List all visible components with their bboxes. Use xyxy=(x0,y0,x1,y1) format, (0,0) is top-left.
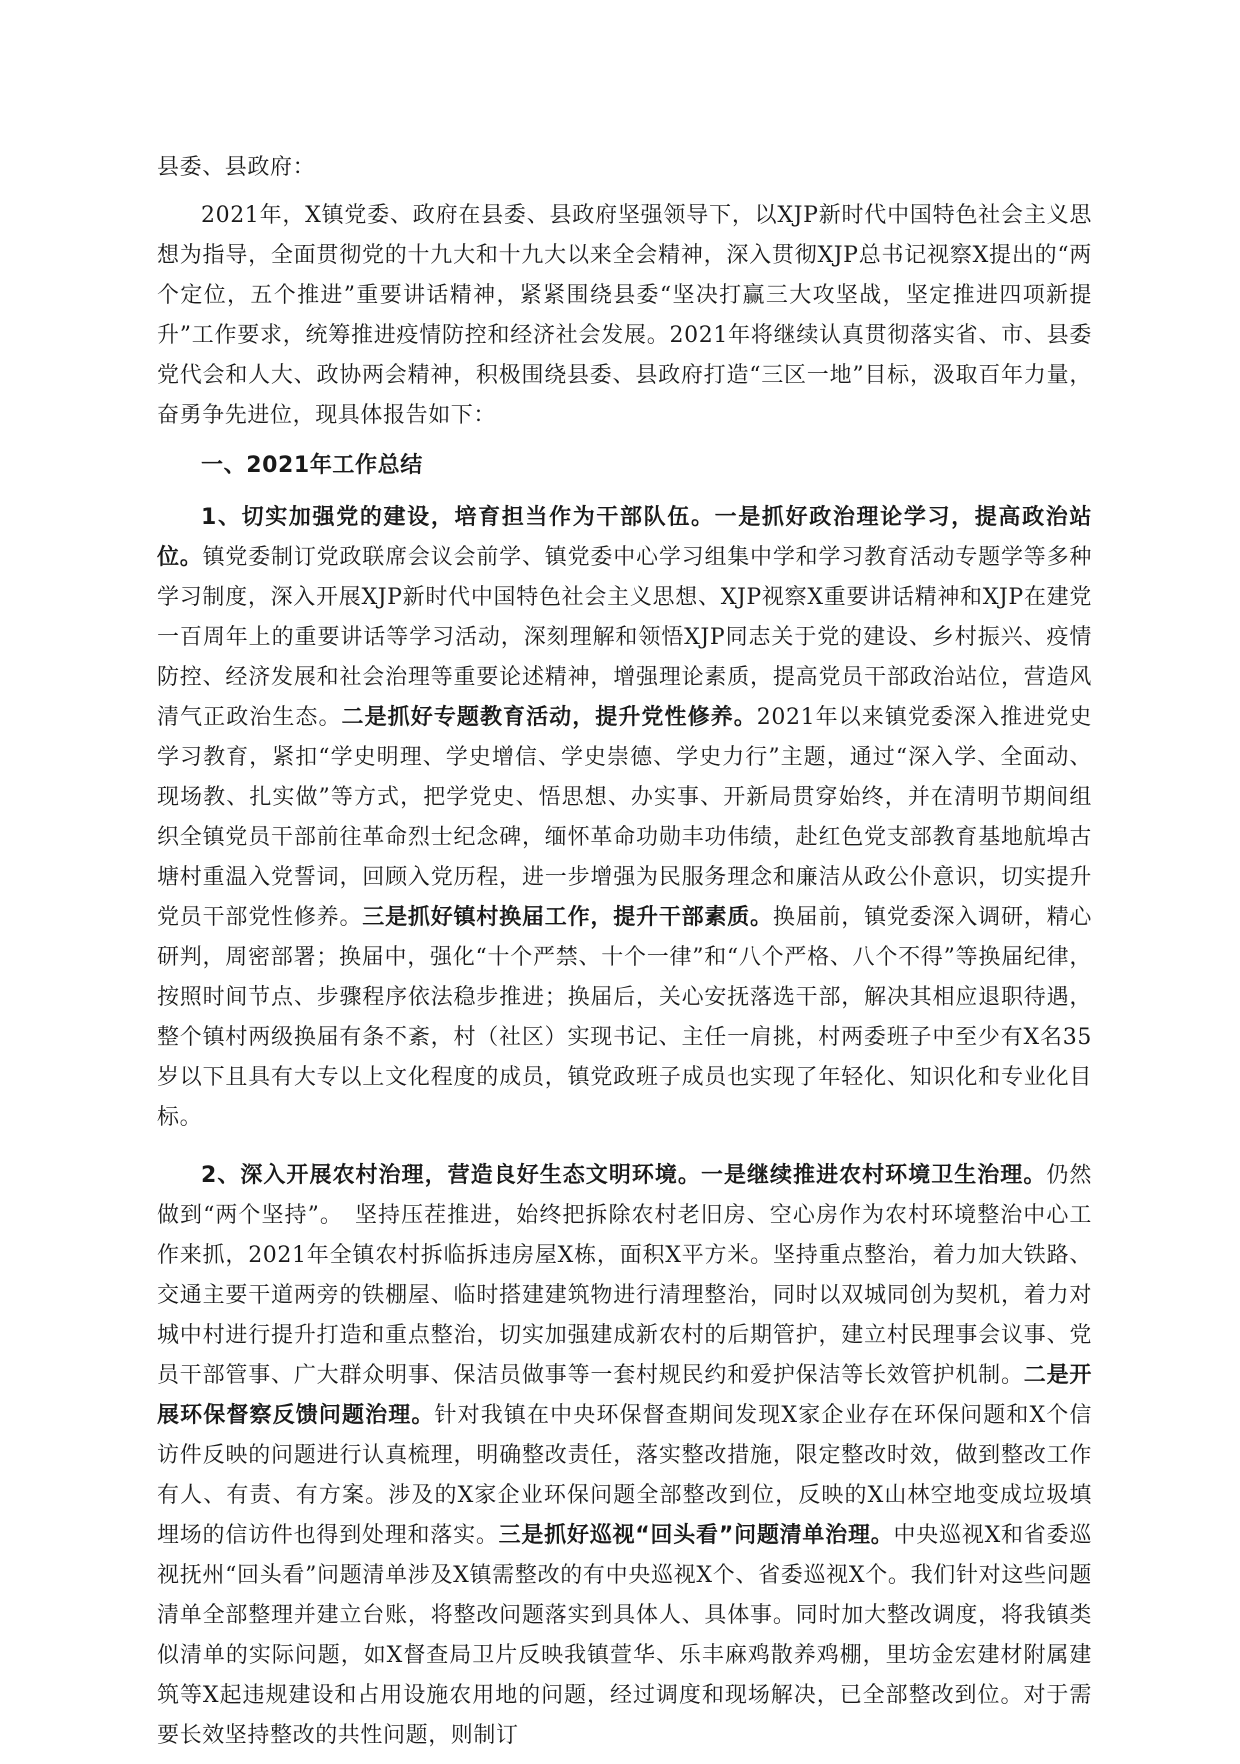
political-study-text: 镇党委制订党政联席会议会前学、镇党委中心学习组集中学和学习教育活动专题学等多种学习制度，深入开展XJP新时代中国特色社会主义思想、XJP视察X重要讲话精神和XJP在建党一百周年上的重要讲话等学习活动，深刻理解和领悟XJP同志关于党的建设、乡村振兴、疫情防控、经济发展和社会治理等重要论述精神，增强理论素质，提高党员干部政治站位，营造风清气正政治生态。 xyxy=(157,545,1092,730)
election-work-text: 换届前，镇党委深入调研，精心研判，周密部署；换届中，强化“十个严禁、十个一律”和“八个严格、八个不得”等换届纪律，按照时间节点、步骤程序依法稳步推进；换届后，关心安抚落选干部，解决其相应退职待遇，整个镇村两级换届有条不紊，村（社区）实现书记、主任一肩挑，村两委班子中至少有X名35岁以下且具有大专以上文化程度的成员，镇党政班子成员也实现了年轻化、知识化和专业化目标。 xyxy=(157,905,1092,1130)
inspection-lookback-lead: 三是抓好巡视“回头看”问题清单治理。 xyxy=(498,1523,894,1548)
sanitation-text: 仍然做到“两个坚持”。 坚持压茬推进，始终把拆除农村老旧房、空心房作为农村环境整治中心工作来抓，2021年全镇农村拆临拆违房屋X栋，面积X平方米。坚持重点整治，着力加大铁路、交通主要干道两旁的铁棚屋、临时搭建建筑物进行清理整治，同时以双城同创为契机，着力对城中村进行提升打造和重点整治，切实加强建成新农村的后期管护，建立村民理事会议事、党员干部管事、广大群众明事、保洁员做事等一套村规民约和爱护保洁等长效管护机制。 xyxy=(157,1163,1092,1388)
environment-inspection-lead: 二是开展环保督察反馈问题治理。 xyxy=(157,1363,1092,1428)
inspection-lookback-text: 中央巡视X和省委巡视抚州“回头看”问题清单涉及X镇需整改的有中央巡视X个、省委巡视X个。我们针对这些问题清单全部整理并建立台账，将整改问题落实到具体人、具体事。同时加大整改调度，将我镇类似清单的实际问题，如X督查局卫片反映我镇萱华、乐丰麻鸡散养鸡棚，里坊金宏建材附属建筑等X起违规建设和占用设施农用地的问题，经过调度和现场解决，已全部整改到位。对于需要长效坚持整改的共性问题，则制订 xyxy=(157,1523,1092,1748)
party-building-title: 1、切实加强党的建设，培育担当作为干部队伍。 xyxy=(201,505,715,530)
environment-inspection-text: 针对我镇在中央环保督查期间发现X家企业存在环保问题和X个信访件反映的问题进行认真梳理，明确整改责任，落实整改措施，限定整改时效，做到整改工作有人、有责、有方案。涉及的X家企业环保问题全部整改到位，反映的X山林空地变成垃圾填埋场的信访件也得到处理和落实。 xyxy=(157,1403,1093,1548)
section-heading-work-summary: 一、2021年工作总结 xyxy=(201,453,423,478)
intro-paragraph: 2021年，X镇党委、政府在县委、县政府坚强领导下，以XJP新时代中国特色社会主义思想为指导，全面贯彻党的十九大和十九大以来全会精神，深入贯彻XJP总书记视察X提出的“两个定位，五个推进”重要讲话精神，紧紧围绕县委“坚决打赢三大攻坚战，坚定推进四项新提升”工作要求，统筹推进疫情防控和经济社会发展。2021年将继续认真贯彻落实省、市、县委党代会和人大、政协两会精神，积极围绕县委、县政府打造“三区一地”目标，汲取百年力量，奋勇争先进位，现具体报告如下： xyxy=(157,203,1092,428)
rural-governance-title: 2、深入开展农村治理，营造良好生态文明环境。 xyxy=(201,1163,701,1188)
special-education-lead: 二是抓好专题教育活动，提升党性修养。 xyxy=(341,705,757,730)
political-study-lead: 一是抓好政治理论学习，提高政治站位。 xyxy=(157,505,1092,570)
salutation: 县委、县政府： xyxy=(157,155,316,180)
sanitation-lead: 一是继续推进农村环境卫生治理。 xyxy=(700,1163,1047,1188)
election-work-lead: 三是抓好镇村换届工作，提升干部素质。 xyxy=(362,905,773,930)
section-rural-governance xyxy=(157,1156,1092,1756)
document-page xyxy=(157,148,1092,1764)
section-party-building xyxy=(157,498,1092,1138)
special-education-text: 2021年以来镇党委深入推进党史学习教育，紧扣“学史明理、学史增信、学史崇德、学史力行”主题，通过“深入学、全面动、现场教、扎实做”等方式，把学党史、悟思想、办实事、开新局贯穿始终，并在清明节期间组织全镇党员干部前往革命烈士纪念碑，缅怀革命功勋丰功伟绩，赴红色党支部教育基地航埠古塘村重温入党誓词，回顾入党历程，进一步增强为民服务理念和廉洁从政公仆意识，切实提升党员干部党性修养。 xyxy=(157,705,1092,930)
